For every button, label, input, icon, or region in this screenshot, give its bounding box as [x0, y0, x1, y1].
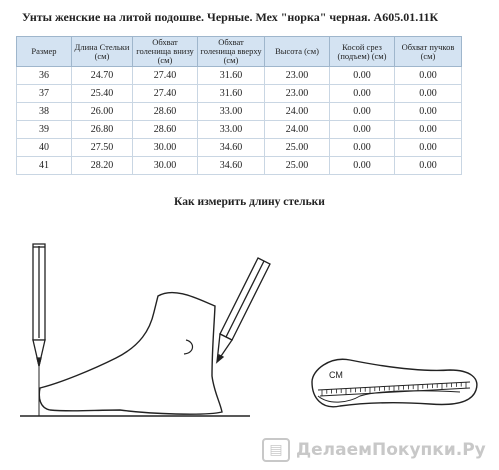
table-row	[17, 121, 462, 139]
table-row	[17, 157, 462, 175]
cell-insole-length: 27.50	[72, 139, 133, 157]
cell-instep: 0.00	[330, 67, 395, 85]
cell-shaft-top: 33.00	[198, 103, 265, 121]
left-pencil-icon	[33, 244, 45, 366]
cell-ball-girth: 0.00	[395, 157, 462, 175]
cell-insole-length: 26.00	[72, 103, 133, 121]
cell-size: 40	[17, 139, 72, 157]
cell-shaft-bottom: 28.60	[133, 121, 198, 139]
measure-heading: Как измерить длину стельки	[174, 196, 325, 208]
header-insole-length: Длина Стельки (см)	[72, 37, 133, 67]
foot-outline	[39, 293, 222, 415]
table-header-row	[17, 37, 462, 67]
cell-shaft-bottom: 27.40	[133, 85, 198, 103]
cell-height: 23.00	[265, 85, 330, 103]
watermark-text: ДелаемПокупки.Ру	[296, 440, 486, 460]
cell-ball-girth: 0.00	[395, 139, 462, 157]
cell-size: 37	[17, 85, 72, 103]
cell-instep: 0.00	[330, 85, 395, 103]
cell-shaft-top: 31.60	[198, 85, 265, 103]
header-shaft-top: Обхват голенища вверху (см)	[198, 37, 265, 67]
header-instep: Косой срез (подъем) (см)	[330, 37, 395, 67]
cell-instep: 0.00	[330, 139, 395, 157]
shopping-bag-icon: ▤	[262, 438, 290, 462]
cell-size: 39	[17, 121, 72, 139]
table-row	[17, 103, 462, 121]
cell-shaft-bottom: 27.40	[133, 67, 198, 85]
cell-height: 23.00	[265, 67, 330, 85]
cell-insole-length: 25.40	[72, 85, 133, 103]
measurement-diagram	[0, 220, 499, 435]
cell-size: 38	[17, 103, 72, 121]
right-pencil-icon	[217, 258, 270, 362]
cell-shaft-bottom: 30.00	[133, 157, 198, 175]
cell-shaft-top: 34.60	[198, 157, 265, 175]
cell-ball-girth: 0.00	[395, 85, 462, 103]
cell-insole-length: 24.70	[72, 67, 133, 85]
cell-instep: 0.00	[330, 121, 395, 139]
cell-height: 25.00	[265, 139, 330, 157]
page-title: Унты женские на литой подошве. Черные. Мех "норка" черная. А605.01.11К	[22, 10, 439, 24]
header-height: Высота (см)	[265, 37, 330, 67]
cell-shaft-top: 33.00	[198, 121, 265, 139]
table-row	[17, 139, 462, 157]
header-shaft-bottom: Обхват голенища внизу (см)	[133, 37, 198, 67]
cell-height: 24.00	[265, 121, 330, 139]
cell-shaft-top: 31.60	[198, 67, 265, 85]
cell-size: 36	[17, 67, 72, 85]
cell-height: 24.00	[265, 103, 330, 121]
cell-insole-length: 28.20	[72, 157, 133, 175]
cell-shaft-bottom: 30.00	[133, 139, 198, 157]
cell-insole-length: 26.80	[72, 121, 133, 139]
cell-ball-girth: 0.00	[395, 103, 462, 121]
cell-shaft-top: 34.60	[198, 139, 265, 157]
size-table	[16, 36, 462, 175]
cell-ball-girth: 0.00	[395, 67, 462, 85]
insole-unit-label: СМ	[329, 370, 343, 380]
cell-height: 25.00	[265, 157, 330, 175]
table-row	[17, 85, 462, 103]
cell-shaft-bottom: 28.60	[133, 103, 198, 121]
table-row	[17, 67, 462, 85]
cell-instep: 0.00	[330, 157, 395, 175]
ankle-detail	[184, 340, 193, 354]
header-ball-girth: Обхват пучков (см)	[395, 37, 462, 67]
header-size: Размер	[17, 37, 72, 67]
insole-icon	[312, 359, 477, 406]
cell-ball-girth: 0.00	[395, 121, 462, 139]
watermark	[262, 436, 492, 464]
cell-size: 41	[17, 157, 72, 175]
cell-instep: 0.00	[330, 103, 395, 121]
